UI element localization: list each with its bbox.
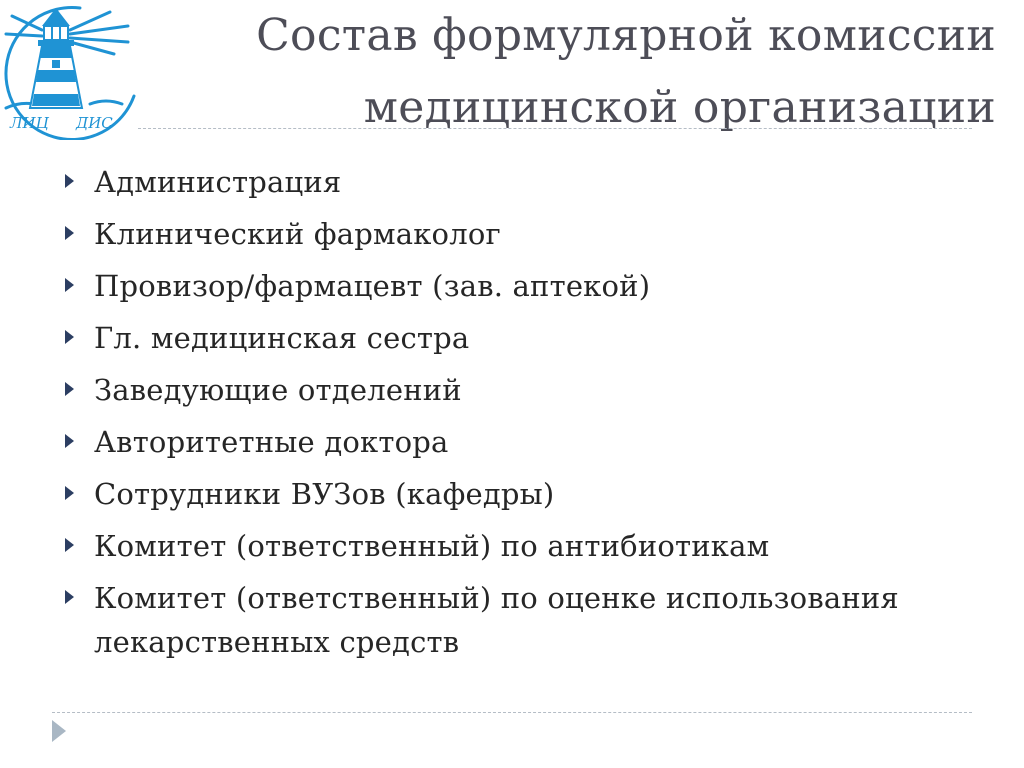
- bullet-text: Авторитетные доктора: [94, 425, 449, 459]
- triangle-arrow-icon: [52, 720, 66, 742]
- footer-divider: [52, 712, 972, 713]
- triangle-bullet-icon: [65, 174, 74, 188]
- bullet-text: Провизор/фармацевт (зав. аптекой): [94, 269, 651, 303]
- triangle-bullet-icon: [65, 538, 74, 552]
- lighthouse-logo: [2, 0, 142, 140]
- title-divider: [138, 128, 972, 129]
- bullet-item: [60, 316, 980, 360]
- bullet-item: [60, 212, 980, 256]
- bullet-text: Заведующие отделений: [94, 373, 462, 407]
- triangle-bullet-icon: [65, 330, 74, 344]
- bullet-item: [60, 420, 980, 464]
- triangle-bullet-icon: [65, 434, 74, 448]
- triangle-bullet-icon: [65, 590, 74, 604]
- triangle-bullet-icon: [65, 486, 74, 500]
- bullet-item: [60, 524, 980, 568]
- logo-text-left: ЛИЦ: [10, 114, 49, 132]
- triangle-bullet-icon: [65, 278, 74, 292]
- bullet-text: Гл. медицинская сестра: [94, 321, 470, 355]
- bullet-text: Комитет (ответственный) по антибиотикам: [94, 529, 770, 563]
- bullet-text: Администрация: [94, 165, 342, 199]
- bullet-item: [60, 472, 980, 516]
- logo-text-right: ДИС: [76, 114, 113, 132]
- bullet-text: Сотрудники ВУЗов (кафедры): [94, 477, 555, 511]
- slide-title: [176, 0, 996, 144]
- bullet-item: [60, 264, 980, 308]
- slide-title-line-1: Состав формулярной комиссии: [256, 10, 996, 61]
- triangle-bullet-icon: [65, 382, 74, 396]
- bullet-list: [60, 160, 980, 672]
- bullet-item: [60, 368, 980, 412]
- bullet-item: [60, 576, 980, 664]
- lighthouse-icon: [2, 0, 142, 140]
- bullet-item: [60, 160, 980, 204]
- bullet-text: Клинический фармаколог: [94, 217, 501, 251]
- triangle-bullet-icon: [65, 226, 74, 240]
- slide-title-line-2: медицинской организации: [363, 82, 996, 133]
- bullet-text: Комитет (ответственный) по оценке использования лекарственных средств: [94, 581, 899, 659]
